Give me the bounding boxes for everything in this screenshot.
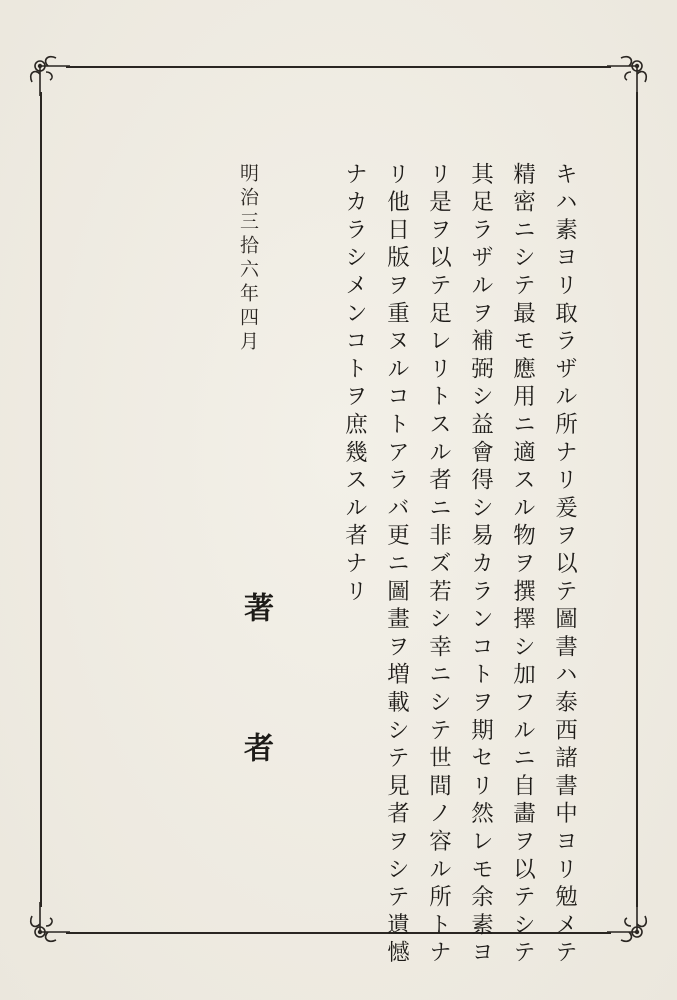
corner-ornament-bottom-right [605, 900, 651, 946]
body-column-2: 精密ニシテ最モ應用ニ適スル物ヲ撰擇シ加フルニ自畵ヲ以テシテ [509, 162, 536, 969]
body-column-5: リ他日版ヲ重ヌルコトアラバ更ニ圖畫ヲ増載シテ見者ヲシテ遺憾 [383, 162, 410, 969]
publication-date: 明治三拾六年四月 [237, 163, 259, 355]
frame-left-line [40, 92, 42, 907]
author-signature: 著者 [238, 592, 273, 872]
frame-right-line [636, 92, 638, 907]
body-column-3: 其足ラザルヲ補弼シ益會得シ易カランコトヲ期セリ然レモ余素ヨ [467, 162, 494, 969]
corner-ornament-top-left [26, 52, 72, 98]
frame-top-line [66, 66, 611, 68]
body-column-1: キハ素ヨリ取ラザル所ナリ爰ヲ以テ圖書ハ泰西諸書中ヨリ勉メテ [551, 162, 578, 969]
body-column-6: ナカラシメンコトヲ庶幾スル者ナリ [341, 162, 368, 607]
body-column-4: リ是ヲ以テ足レリトスル者ニ非ズ若シ幸ニシテ世間ノ容ル所トナ [425, 162, 452, 969]
corner-ornament-top-right [605, 52, 651, 98]
corner-ornament-bottom-left [26, 900, 72, 946]
